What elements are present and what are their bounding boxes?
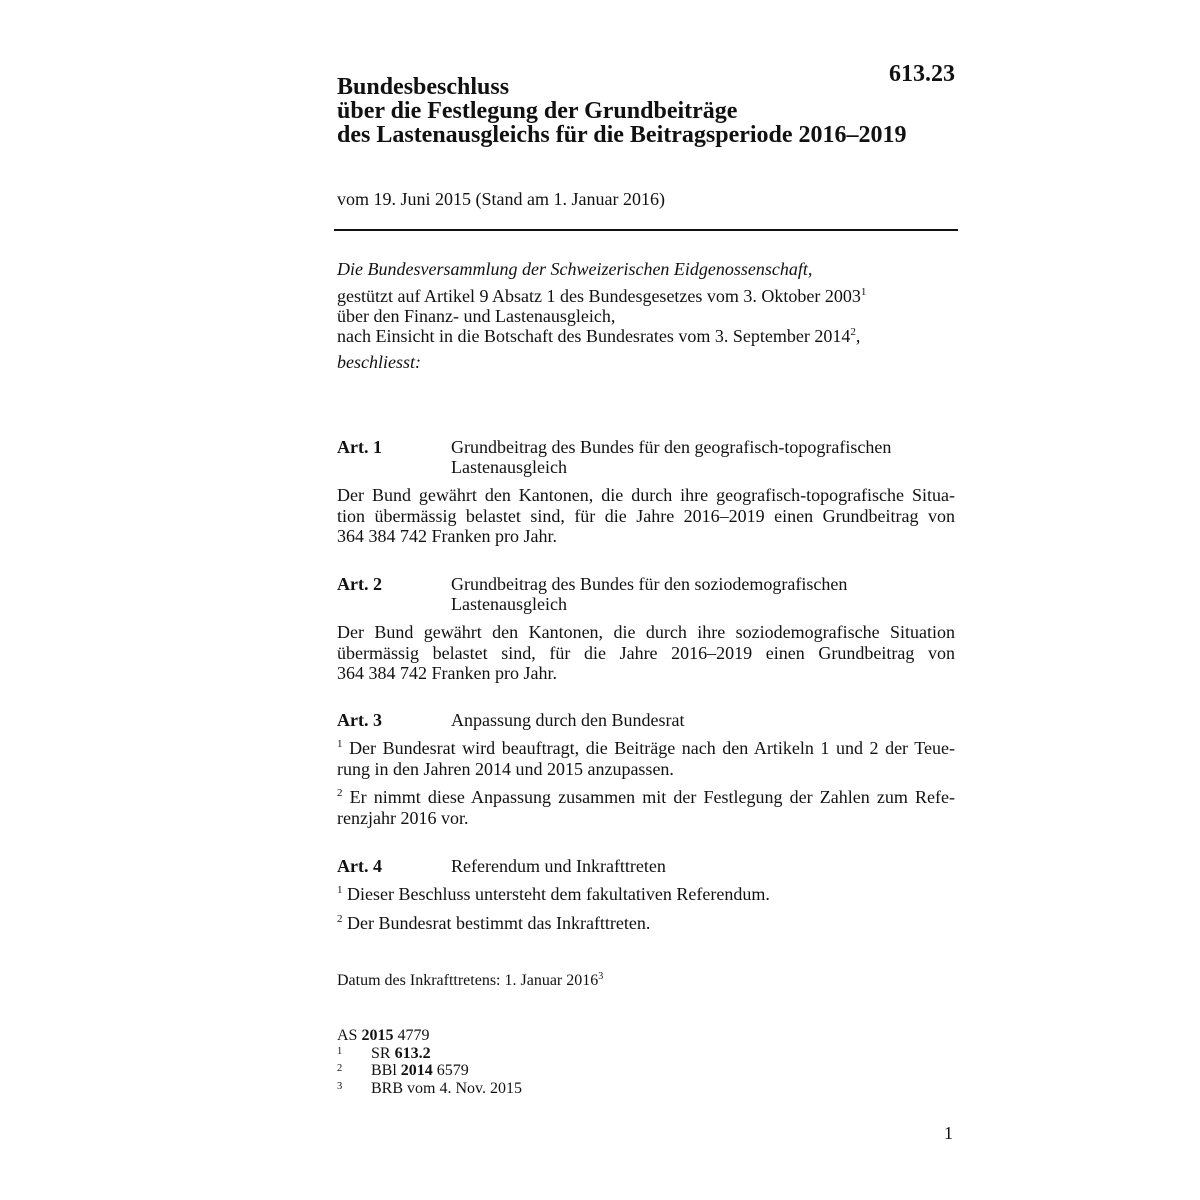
article-label: Art. 4 [337, 856, 382, 876]
paragraph-line [337, 738, 955, 759]
article-label: Art. 3 [337, 710, 382, 730]
article-4-header [337, 856, 955, 876]
article-1-header [337, 437, 955, 477]
entry-into-force-text: Datum des Inkrafttretens: 1. Januar 2016 [337, 972, 599, 989]
preamble-text: nach Einsicht in die Botschaft des Bundesrates vom 3. September 2014 [337, 326, 851, 346]
paragraph-line: Der Bund gewährt den Kantonen, die durch ihre geografisch-topografische Situa- [337, 485, 955, 505]
footnote-text: BRB vom 4. Nov. 2015 [371, 1079, 522, 1097]
preamble [337, 286, 955, 346]
footnote-1: 1 SR 613.2 [337, 1044, 431, 1062]
publication-year: 2015 [361, 1027, 394, 1044]
article-heading-line: Referendum und Inkrafttreten [451, 856, 666, 876]
footnote-prefix: BBl [371, 1062, 397, 1079]
date-line: vom 19. Juni 2015 (Stand am 1. Januar 2016) [337, 189, 665, 209]
paragraph-line: renzjahr 2016 vor. [337, 807, 469, 828]
paragraph-line: Der Bund gewährt den Kantonen, die durch ihre soziodemografische Situation [337, 622, 955, 642]
footnote-3: 3 BRB vom 4. Nov. 2015 [337, 1079, 522, 1097]
footnote-2: 2 BBl 2014 6579 [337, 1062, 469, 1079]
article-heading-line: Lastenausgleich [451, 457, 567, 477]
article-4-paragraph-2 [337, 913, 955, 934]
article-1-paragraph [337, 485, 955, 547]
article-3-paragraph-2 [337, 787, 955, 828]
paragraph-line: übermässig belastet sind, für die Jahre 2016–2019 einen Grundbeitrag von [337, 642, 955, 663]
paragraph-number: 2 [337, 913, 343, 925]
article-heading [451, 856, 955, 876]
article-3-header [337, 710, 955, 730]
preamble-line [337, 286, 955, 306]
preamble-line [337, 326, 955, 346]
title-line: Bundesbeschluss [337, 74, 510, 100]
article-heading [451, 437, 955, 477]
paragraph-line: rung in den Jahren 2014 und 2015 anzupassen. [337, 758, 674, 779]
paragraph-line: tion übermässig belastet sind, für die Jahre 2016–2019 einen Grundbeitrag von [337, 505, 955, 526]
document-title [337, 75, 955, 147]
article-heading-line: Grundbeitrag des Bundes für den geografisch-topografischen [451, 437, 892, 457]
footnote-ref: 3 [598, 971, 604, 982]
paragraph-number: 2 [337, 787, 343, 799]
preamble-text: über den Finanz- und Lastenausgleich, [337, 306, 616, 326]
article-heading-line: Lastenausgleich [451, 594, 567, 614]
article-heading-line: Anpassung durch den Bundesrat [451, 710, 685, 730]
paragraph-line: 364 384 742 Franken pro Jahr. [337, 663, 557, 683]
preamble-punctuation: , [855, 326, 861, 346]
article-2-paragraph [337, 622, 955, 684]
article-label: Art. 1 [337, 437, 382, 457]
title-line: über die Festlegung der Grundbeiträge [337, 98, 738, 124]
paragraph-text: Der Bundesrat bestimmt das Inkrafttreten. [347, 913, 651, 933]
header-rule [334, 229, 958, 231]
footnote-suffix: 6579 [436, 1062, 469, 1079]
paragraph-line [337, 884, 955, 905]
article-heading [451, 574, 955, 614]
sr-number: 613.23 [889, 61, 955, 87]
footnote-ref: 1 [860, 286, 867, 298]
footnote-ref: 2 [850, 326, 856, 338]
paragraph-text: Er nimmt diese Anpassung zusammen mit der Festlegung der Zahlen zum Refe- [349, 787, 955, 807]
page-number: 1 [944, 1123, 953, 1143]
preamble-line [337, 306, 955, 326]
preamble-text: gestützt auf Artikel 9 Absatz 1 des Bundesgesetzes vom 3. Oktober 2003 [337, 286, 861, 306]
article-label: Art. 2 [337, 574, 382, 594]
article-heading-line: Grundbeitrag des Bundes für den soziodemografischen [451, 574, 848, 594]
article-4-paragraph-1 [337, 884, 955, 905]
preamble-authority: Die Bundesversammlung der Schweizerischen Eidgenossenschaft, [337, 259, 813, 279]
article-2-header [337, 574, 955, 614]
footnotes [337, 1027, 955, 1097]
article-3-paragraph-1 [337, 738, 955, 779]
publication-page: 4779 [397, 1027, 430, 1044]
paragraph-text: Dieser Beschluss untersteht dem fakultativen Referendum. [347, 884, 770, 904]
paragraph-line [337, 787, 955, 808]
footnote-prefix: SR [371, 1044, 391, 1062]
footnote-bold: 613.2 [394, 1044, 431, 1062]
entry-into-force [337, 972, 955, 990]
publication-reference [337, 1027, 955, 1045]
paragraph-number: 1 [337, 884, 343, 896]
paragraph-line [337, 913, 955, 934]
paragraph-line: 364 384 742 Franken pro Jahr. [337, 526, 557, 546]
title-line: des Lastenausgleichs für die Beitragsperiode 2016–2019 [337, 122, 907, 148]
publication-prefix: AS [337, 1027, 358, 1044]
preamble-resolution: beschliesst: [337, 352, 421, 372]
paragraph-text: Der Bundesrat wird beauftragt, die Beiträge nach den Artikeln 1 und 2 der Teue- [349, 738, 955, 758]
footnote-bold: 2014 [400, 1062, 433, 1079]
paragraph-number: 1 [337, 738, 343, 750]
article-heading [451, 710, 955, 730]
